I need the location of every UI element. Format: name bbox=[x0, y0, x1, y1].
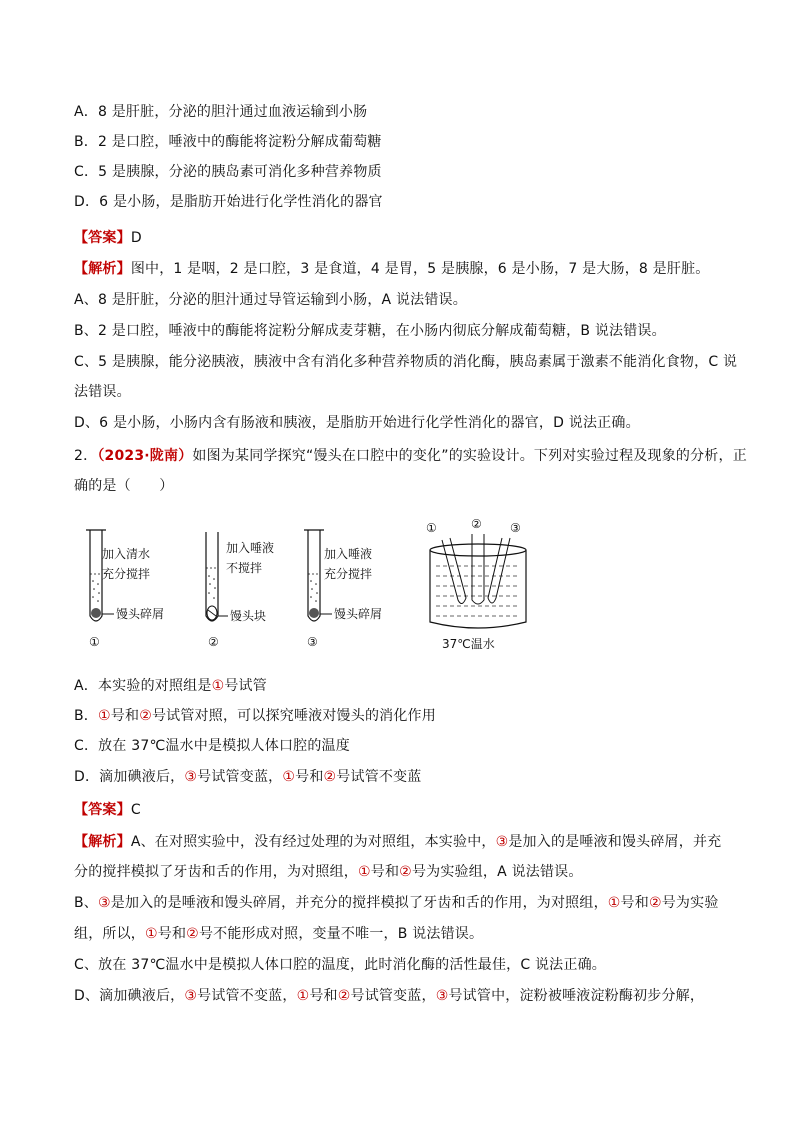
circled-number: ① bbox=[358, 864, 371, 880]
q1-option-b: B．2 是口腔，唾液中的酶能将淀粉分解成葡萄糖 bbox=[74, 134, 382, 150]
circled-number: ① bbox=[211, 678, 225, 694]
q1-option-c: C．5 是胰腺，分泌的胰岛素可消化多种营养物质 bbox=[74, 164, 382, 180]
analysis-text: B、 bbox=[74, 895, 99, 911]
tube2-label-top: 加入唾液 bbox=[226, 541, 275, 555]
answer-value: D bbox=[130, 230, 142, 246]
experiment-diagram bbox=[78, 518, 538, 658]
circled-number: ③ bbox=[435, 988, 449, 1004]
tube1-number: ① bbox=[89, 635, 100, 649]
tube1-label-top: 加入清水 bbox=[102, 547, 151, 561]
circled-number: ① bbox=[607, 895, 621, 911]
analysis-text: 图中，1 是咽，2 是口腔，3 是食道，4 是胃，5 是胰腺，6 是小肠，7 是大肠，8 是肝脏。 bbox=[130, 261, 710, 277]
q2-analysis-line bbox=[74, 893, 719, 913]
analysis-text: 号试管不变蓝， bbox=[197, 988, 297, 1004]
tube3-label-bottom: 馒头碎屑 bbox=[334, 607, 383, 621]
bath-number-1: ① bbox=[426, 521, 437, 535]
analysis-text: 号和 bbox=[620, 895, 649, 911]
circled-number: ① bbox=[282, 769, 296, 785]
option-text: 号试管不变蓝 bbox=[336, 769, 422, 785]
analysis-text: 是加入的是唾液和馒头碎屑，并充分的搅拌模拟了牙齿和舌的作用，为对照组， bbox=[110, 895, 608, 911]
question-number: 2． bbox=[74, 448, 98, 464]
circled-number: ② bbox=[323, 769, 337, 785]
tube3-label-mid: 充分搅拌 bbox=[324, 567, 373, 581]
circled-number: ② bbox=[139, 708, 152, 724]
q1-analysis-line: B、2 是口腔，唾液中的酶能将淀粉分解成麦芽糖，在小肠内彻底分解成葡萄糖，B 说法错误。 bbox=[74, 323, 666, 339]
test-tube-2 bbox=[206, 532, 274, 649]
bath-number-3: ③ bbox=[510, 521, 521, 535]
answer-label: 【答案】 bbox=[74, 230, 131, 246]
tube1-label-bottom: 馒头碎屑 bbox=[116, 607, 165, 621]
q2-option-a bbox=[74, 676, 267, 696]
circled-number: ① bbox=[145, 926, 158, 942]
option-text: 号试管对照，可以探究唾液对馒头的消化作用 bbox=[151, 708, 436, 724]
q2-option-d bbox=[74, 767, 422, 787]
option-text: D．滴加碘液后， bbox=[74, 769, 185, 785]
q2-answer bbox=[74, 800, 141, 820]
q1-option-a: A．8 是肝脏，分泌的胆汁通过血液运输到小肠 bbox=[74, 104, 368, 120]
analysis-text: 号为实验 bbox=[661, 895, 719, 911]
question-source: （2023·陇南） bbox=[97, 448, 193, 464]
tube2-label-bottom: 馒头块 bbox=[230, 609, 267, 623]
tube1-label-mid: 充分搅拌 bbox=[102, 567, 151, 581]
option-text: A．本实验的对照组是 bbox=[74, 678, 212, 694]
analysis-label: 【解析】 bbox=[74, 834, 131, 850]
water-bath bbox=[426, 518, 526, 651]
analysis-text: 号试管中，淀粉被唾液淀粉酶初步分解， bbox=[448, 988, 705, 1004]
circled-number: ③ bbox=[184, 769, 198, 785]
q1-option-d: D．6 是小肠，是脂肪开始进行化学性消化的器官 bbox=[74, 194, 383, 210]
bath-label: 37℃温水 bbox=[442, 637, 495, 651]
question-stem: 如图为某同学探究“馒头在口腔中的变化”的实验设计。下列对实验过程及现象的分析，正 bbox=[192, 448, 747, 464]
tube3-label-top: 加入唾液 bbox=[324, 547, 373, 561]
analysis-text: 号和 bbox=[309, 988, 338, 1004]
circled-number: ① bbox=[296, 988, 310, 1004]
bath-number-2: ② bbox=[471, 518, 482, 531]
analysis-text: 号为实验组，A 说法错误。 bbox=[411, 864, 583, 880]
answer-value: C bbox=[130, 802, 141, 818]
circled-number: ③ bbox=[184, 988, 198, 1004]
analysis-text: 号不能形成对照，变量不唯一，B 说法错误。 bbox=[198, 926, 484, 942]
analysis-text: 号和 bbox=[370, 864, 400, 880]
option-text: B． bbox=[74, 708, 99, 724]
answer-label: 【答案】 bbox=[74, 802, 131, 818]
q1-analysis-line: A、8 是肝脏，分泌的胆汁通过导管运输到小肠，A 说法错误。 bbox=[74, 292, 467, 308]
tube3-number: ③ bbox=[307, 635, 318, 649]
q2-option-b bbox=[74, 706, 436, 726]
q2-stem bbox=[74, 446, 747, 466]
circled-number: ③ bbox=[98, 895, 111, 911]
analysis-text: 是加入的是唾液和馒头碎屑，并充 bbox=[508, 834, 722, 850]
q2-option-c: C．放在 37℃温水中是模拟人体口腔的温度 bbox=[74, 738, 350, 754]
q1-analysis-line: C、5 是胰腺，能分泌胰液，胰液中含有消化多种营养物质的消化酶，胰岛素属于激素不能消化食物，C 说 bbox=[74, 354, 738, 370]
analysis-text: 号和 bbox=[157, 926, 187, 942]
option-text: 号试管 bbox=[224, 678, 267, 694]
analysis-text: D、滴加碘液后， bbox=[74, 988, 185, 1004]
q1-answer bbox=[74, 228, 142, 248]
analysis-text: A、在对照实验中，没有经过处理的为对照组，本实验中， bbox=[130, 834, 496, 850]
tube2-number: ② bbox=[208, 635, 219, 649]
analysis-text: 分的搅拌模拟了牙齿和舌的作用，为对照组， bbox=[74, 864, 358, 880]
option-text: 号试管变蓝， bbox=[197, 769, 283, 785]
q1-analysis-line: 法错误。 bbox=[74, 384, 131, 400]
tube2-label-mid: 不搅拌 bbox=[226, 561, 263, 575]
q2-analysis-line bbox=[74, 862, 583, 882]
q2-analysis-line bbox=[74, 986, 704, 1006]
q2-analysis-line bbox=[74, 832, 721, 852]
circled-number: ② bbox=[399, 864, 412, 880]
circled-number: ① bbox=[98, 708, 111, 724]
q2-analysis-line: C、放在 37℃温水中是模拟人体口腔的温度，此时消化酶的活性最佳，C 说法正确。 bbox=[74, 957, 606, 973]
test-tube-3 bbox=[304, 530, 382, 649]
analysis-label: 【解析】 bbox=[74, 261, 131, 277]
analysis-text: 号试管变蓝， bbox=[350, 988, 436, 1004]
option-text: 号和 bbox=[110, 708, 140, 724]
test-tube-1 bbox=[86, 530, 164, 649]
circled-number: ② bbox=[648, 895, 662, 911]
q1-analysis-line: D、6 是小肠，小肠内含有肠液和胰液，是脂肪开始进行化学性消化的器官，D 说法正确。 bbox=[74, 415, 640, 431]
circled-number: ② bbox=[337, 988, 351, 1004]
q1-analysis-line bbox=[74, 259, 709, 279]
q2-analysis-line bbox=[74, 924, 483, 944]
option-text: 号和 bbox=[295, 769, 324, 785]
q2-stem-line2: 确的是（ ） bbox=[74, 478, 174, 494]
circled-number: ② bbox=[186, 926, 199, 942]
analysis-text: 组，所以， bbox=[74, 926, 145, 942]
circled-number: ③ bbox=[495, 834, 509, 850]
